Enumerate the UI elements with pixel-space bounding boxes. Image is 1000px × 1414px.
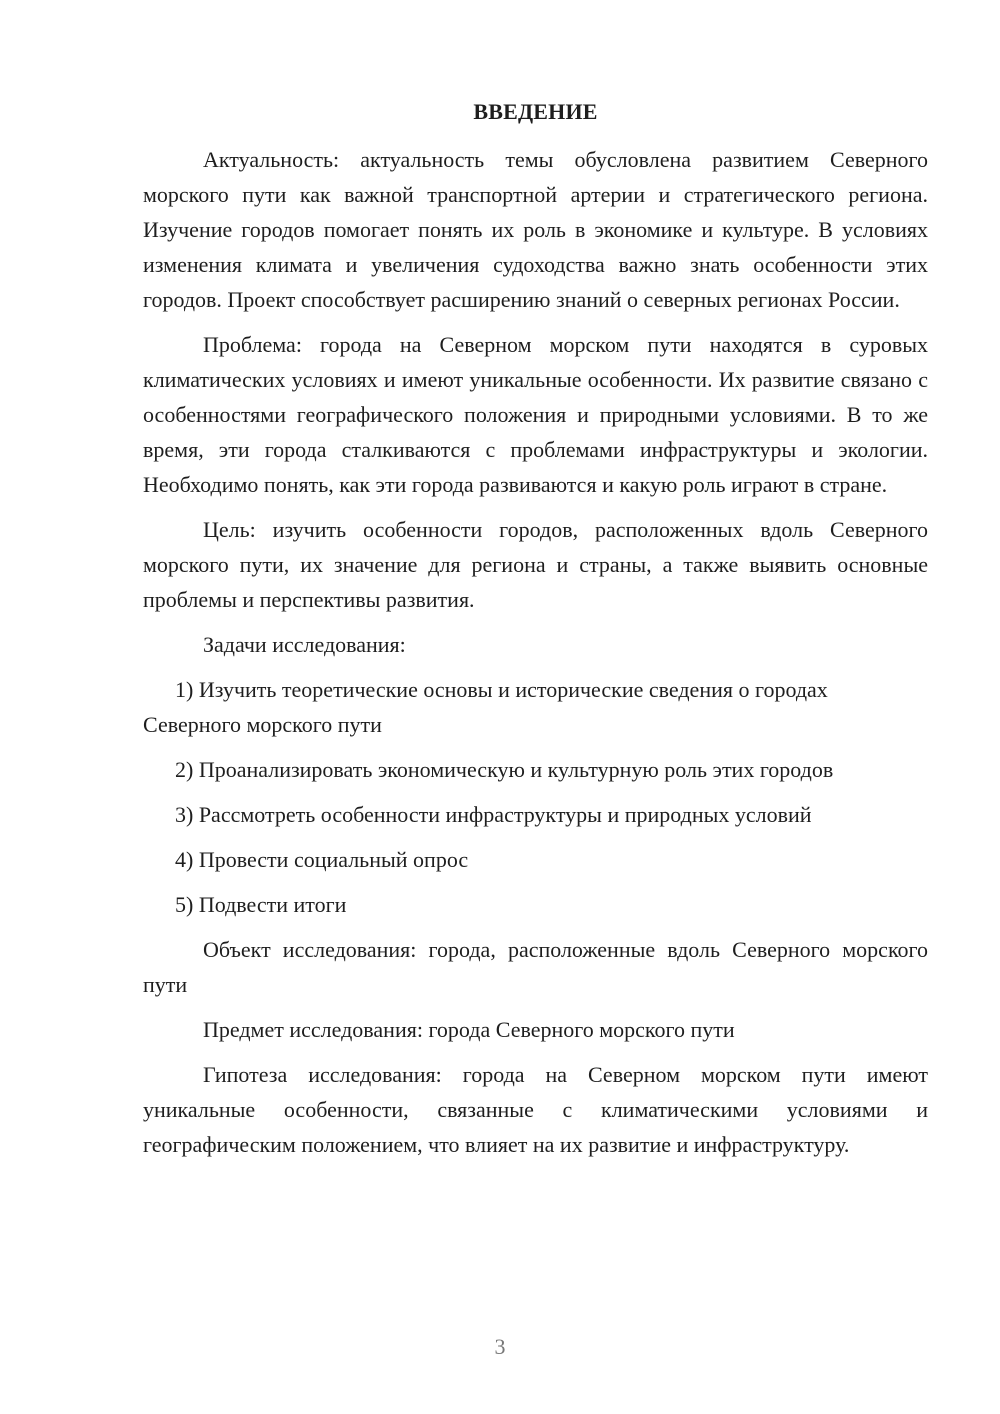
task-item-4: 4) Провести социальный опрос <box>175 847 469 872</box>
task-item-3: 3) Рассмотреть особенности инфраструктуры и природных условий <box>175 802 812 827</box>
relevance-paragraph: Актуальность: актуальность темы обусловлена развитием Северного морского пути как важной транспортной артерии и стратегического региона. Изучение городов помогает понять их роль в экономике и культуре. В условиях изменения климата и увеличения судоходства важно знать особенности этих городов. Проект способствует расширению знаний о северных регионах России. <box>143 147 928 312</box>
task-item-2: 2) Проанализировать экономическую и культурную роль этих городов <box>175 757 834 782</box>
task-item-5: 5) Подвести итоги <box>175 892 347 917</box>
page-number: 3 <box>494 1334 506 1359</box>
goal-paragraph: Цель: изучить особенности городов, расположенных вдоль Северного морского пути, их значение для региона и страны, а также выявить основные проблемы и перспективы развития. <box>143 517 928 612</box>
section-heading: ВВЕДЕНИЕ <box>473 99 598 124</box>
tasks-title: Задачи исследования: <box>203 632 406 657</box>
task-item-1: 1) Изучить теоретические основы и исторические сведения о городах Северного морского пути <box>143 677 828 737</box>
subject-paragraph: Предмет исследования: города Северного морского пути <box>203 1017 735 1042</box>
object-paragraph: Объект исследования: города, расположенные вдоль Северного морского пути <box>143 937 928 997</box>
problem-paragraph: Проблема: города на Северном морском пути находятся в суровых климатических условиях и имеют уникальные особенности. Их развитие связано с особенностями географического положения и природными условиями. В то же время, эти города сталкиваются с проблемами инфраструктуры и экологии. Необходимо понять, как эти города развиваются и какую роль играют в стране. <box>143 332 928 497</box>
hypothesis-paragraph: Гипотеза исследования: города на Северном морском пути имеют уникальные особенности, связанные с климатическими условиями и географическим положением, что влияет на их развитие и инфраструктуру. <box>143 1062 928 1157</box>
page-content <box>143 94 928 1172</box>
